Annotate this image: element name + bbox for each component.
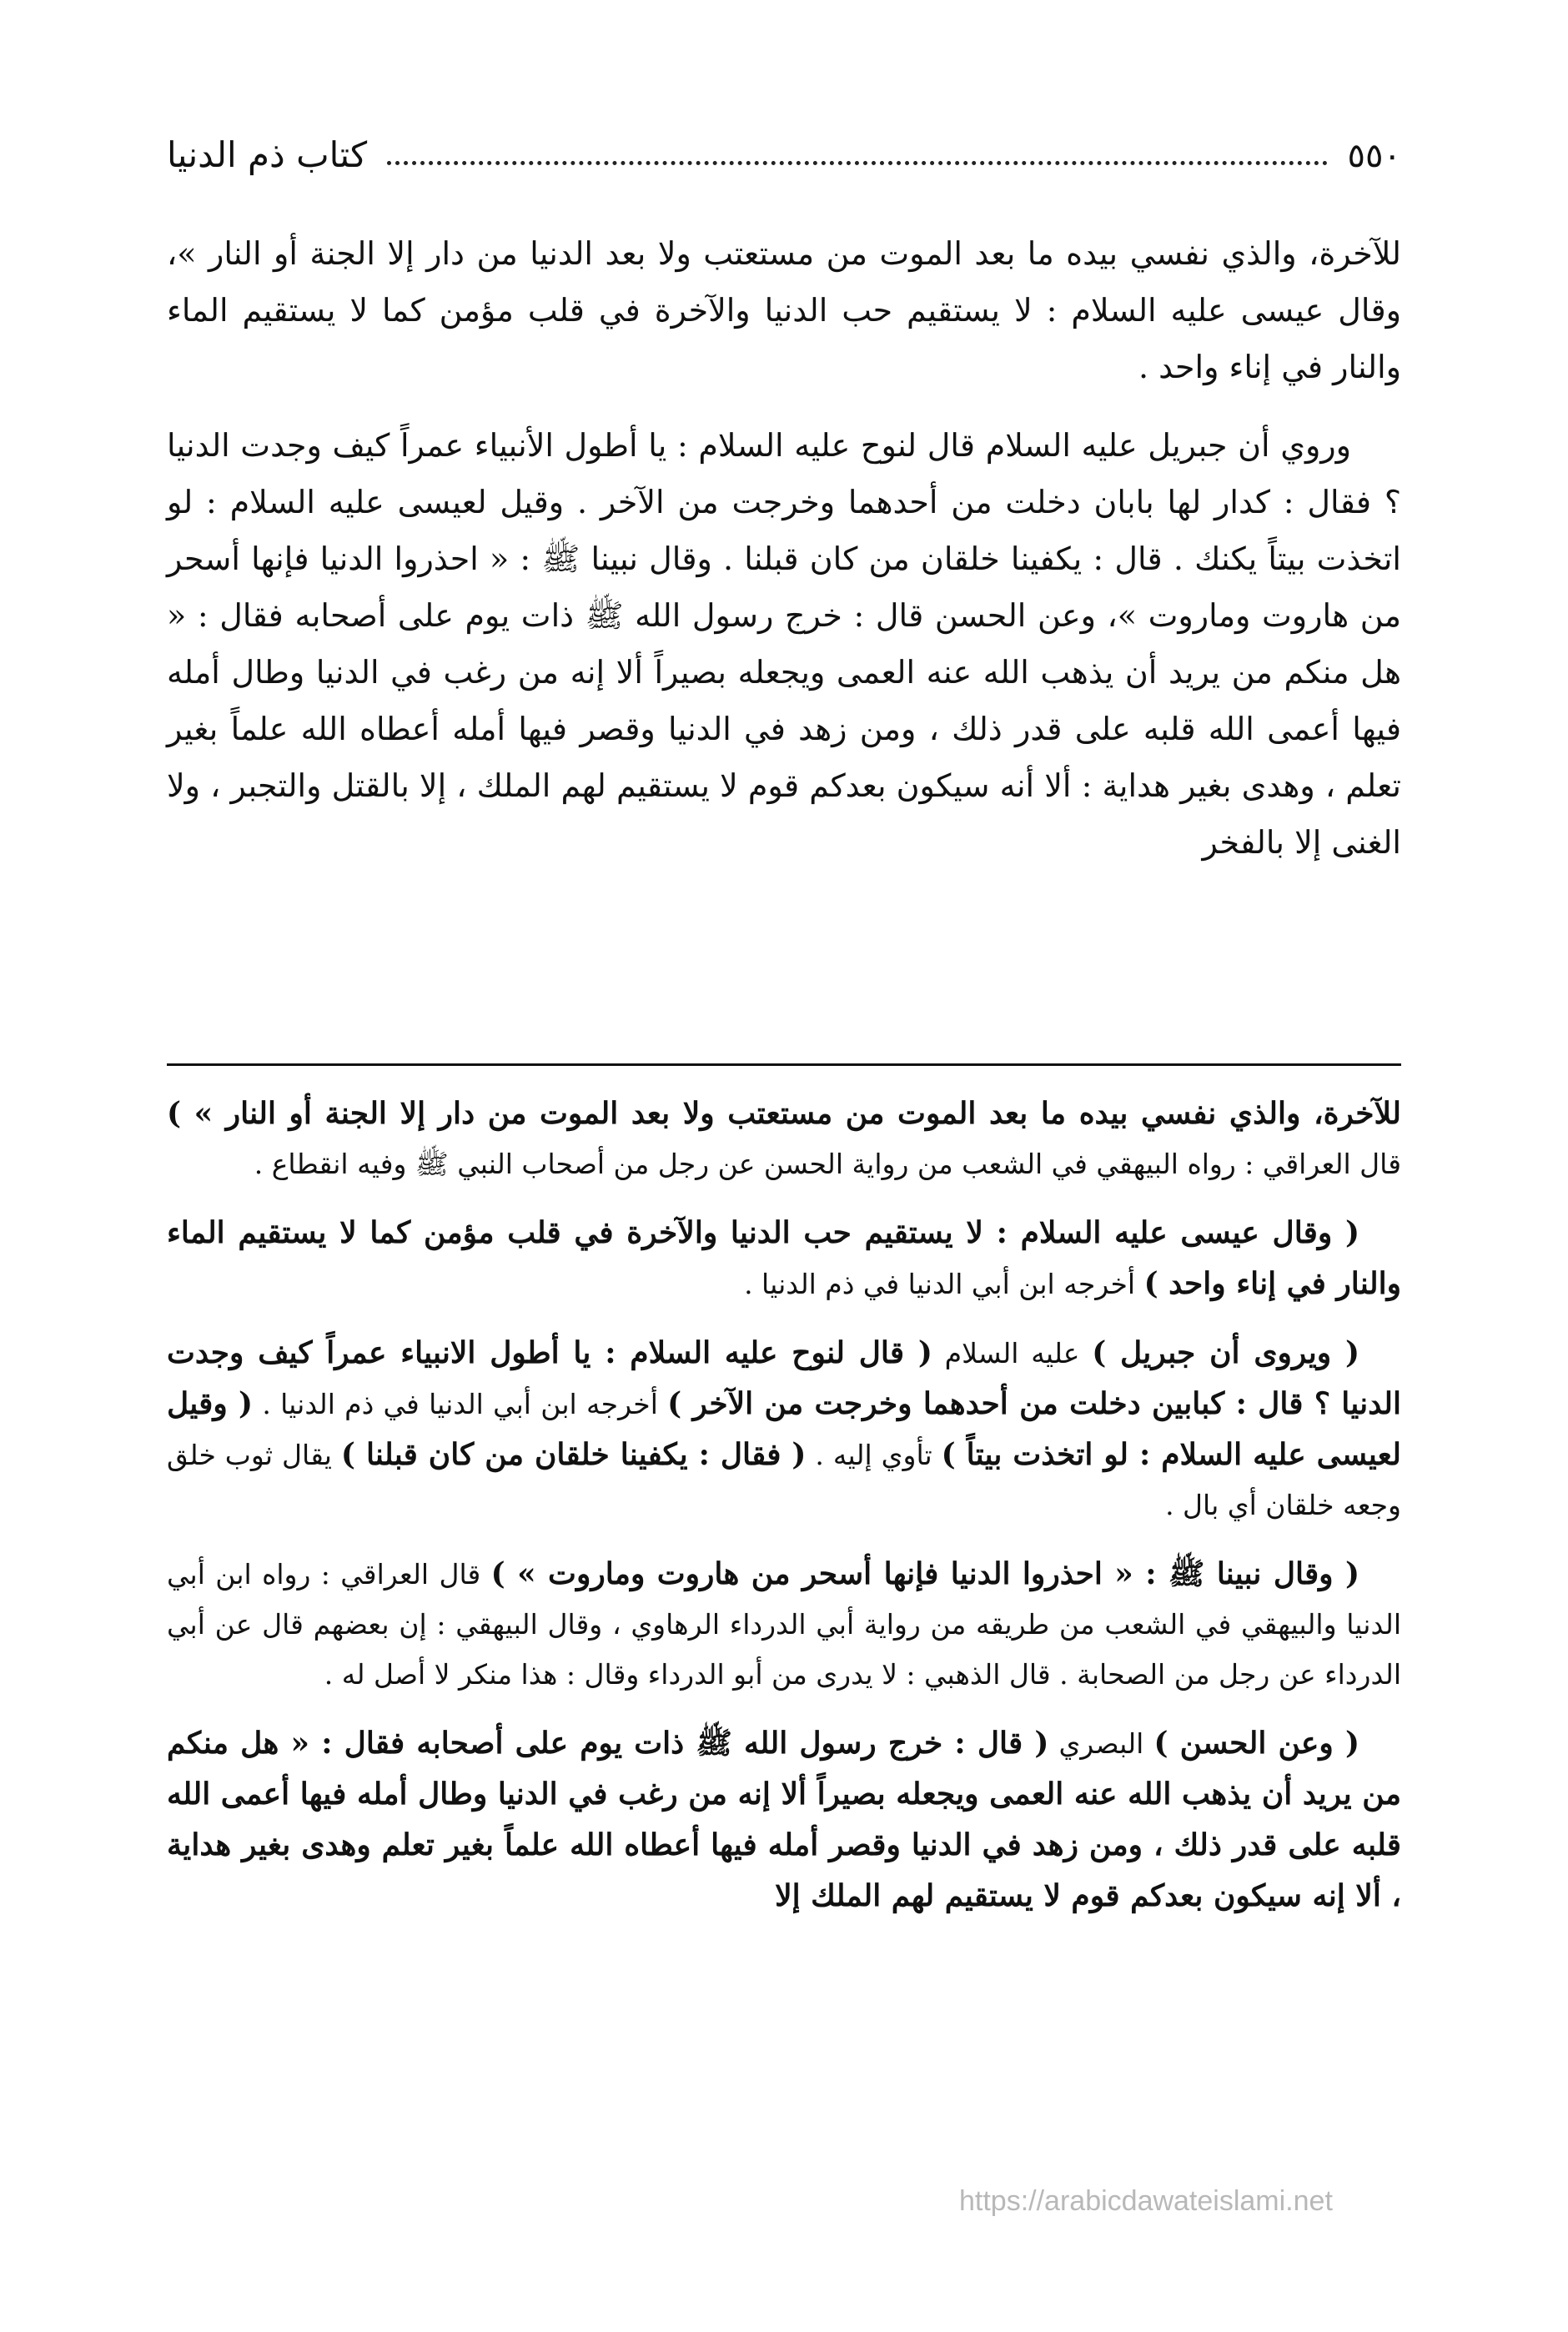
commentary-quote: ( قال لنوح عليه السلام : يا أطول الانبياء عمراً كيف وجدت الدنيا ؟ قال : كبابين دخلت من أحدهما وخرجت من الآخر ) xyxy=(167,1335,1401,1421)
commentary-quote: للآخرة، والذي نفسي بيده ما بعد الموت من مستعتب ولا بعد الموت من دار إلا الجنة أو النار » ) xyxy=(167,1096,1401,1131)
main-paragraph: للآخرة، والذي نفسي بيده ما بعد الموت من مستعتب ولا بعد الدنيا من دار إلا الجنة أو النار »، وقال عيسى عليه السلام : لا يستقيم حب الدنيا والآخرة في قلب مؤمن كما لا يستقيم الماء والنار في إناء واحد . xyxy=(167,235,1401,385)
commentary-quote: ( قال : خرج رسول الله ﷺ ذات يوم على أصحابه فقال : « هل منكم من يريد أن يذهب الله عنه العمى ويجعله بصيراً ألا إنه من رغب في الدنيا وطال أمله فيها أعمى الله قلبه على قدر ذلك ، ومن زهد في الدنيا وقصر أمله فيها أعطاه الله علماً بغير تعلم وهدى بغير هداية ، ألا إنه سيكون بعدكم قوم لا يستقيم لهم الملك إلا xyxy=(167,1726,1401,1913)
header-dotted-leader xyxy=(387,160,1327,165)
page-header xyxy=(167,117,1401,175)
footnote-divider xyxy=(167,1063,1401,1066)
commentary-paragraph xyxy=(167,1088,1401,1189)
commentary-paragraph xyxy=(167,1208,1401,1309)
commentary-note: عليه السلام xyxy=(932,1337,1093,1370)
commentary-note: أخرجه ابن أبي الدنيا في ذم الدنيا . xyxy=(253,1388,668,1420)
watermark-url: https://arabicdawateislami.net xyxy=(959,2185,1333,2217)
commentary-note: أخرجه ابن أبي الدنيا في ذم الدنيا . xyxy=(744,1268,1144,1300)
commentary-note: تأوي إليه . xyxy=(806,1439,942,1471)
commentary xyxy=(167,1088,1401,1940)
commentary-paragraph xyxy=(167,1718,1401,1922)
page-number: ٥٥٠ xyxy=(1347,137,1401,175)
commentary-note: قال العراقي : رواه ابن أبي الدنيا والبيهقي في الشعب من طريقه من رواية أبي الدرداء الرهاوي ، وقال البيهقي : إن بعضهم قال عن أبي الدرداء عن رجل من الصحابة . قال الذهبي : لا يدرى من أبو الدرداء وقال : هذا منكر لا أصل له . xyxy=(167,1558,1401,1691)
running-title: كتاب ذم الدنيا xyxy=(167,134,368,175)
commentary-quote: ( ويروى أن جبريل ) xyxy=(1092,1335,1359,1370)
main-text xyxy=(167,225,1401,892)
commentary-quote: ( وقال عيسى عليه السلام : لا يستقيم حب الدنيا والآخرة في قلب مؤمن كما لا يستقيم الماء والنار في إناء واحد ) xyxy=(167,1215,1401,1301)
commentary-quote: ( وقيل لعيسى عليه السلام : لو اتخذت بيتاً ) xyxy=(167,1386,1402,1472)
commentary-note: يقال ثوب خلق وجعه خلقان أي بال . xyxy=(167,1439,1401,1521)
commentary-note: البصري xyxy=(1048,1727,1154,1760)
main-paragraph: وروي أن جبريل عليه السلام قال لنوح عليه السلام : يا أطول الأنبياء عمراً كيف وجدت الدنيا ؟ فقال : كدار لها بابان دخلت من أحدهما وخرجت من الآخر . وقيل لعيسى عليه السلام : لو اتخذت بيتاً يكنك . قال : يكفينا خلقان من كان قبلنا . وقال نبينا ﷺ : « احذروا الدنيا فإنها أسحر من هاروت وماروت »، وعن الحسن قال : خرج رسول الله ﷺ ذات يوم على أصحابه فقال : « هل منكم من يريد أن يذهب الله عنه العمى ويجعله بصيراً ألا إنه من رغب في الدنيا وطال أمله فيها أعمى الله قلبه على قدر ذلك ، ومن زهد في الدنيا وقصر فيها أمله أعطاه الله علماً بغير تعلم ، وهدى بغير هداية : ألا أنه سيكون بعدكم قوم لا يستقيم لهم الملك ، إلا بالقتل والتجبر ، ولا الغنى إلا بالفخر xyxy=(167,427,1401,861)
commentary-quote: ( وعن الحسن ) xyxy=(1153,1726,1359,1761)
commentary-quote: ( فقال : يكفينا خلقان من كان قبلنا ) xyxy=(340,1437,807,1472)
commentary-note: قال العراقي : رواه البيهقي في الشعب من رواية الحسن عن رجل من أصحاب النبي ﷺ وفيه انقطاع . xyxy=(254,1148,1401,1180)
commentary-quote: ( وقال نبينا ﷺ : « احذروا الدنيا فإنها أسحر من هاروت وماروت » ) xyxy=(490,1556,1360,1591)
commentary-paragraph xyxy=(167,1549,1401,1700)
commentary-paragraph xyxy=(167,1328,1401,1530)
